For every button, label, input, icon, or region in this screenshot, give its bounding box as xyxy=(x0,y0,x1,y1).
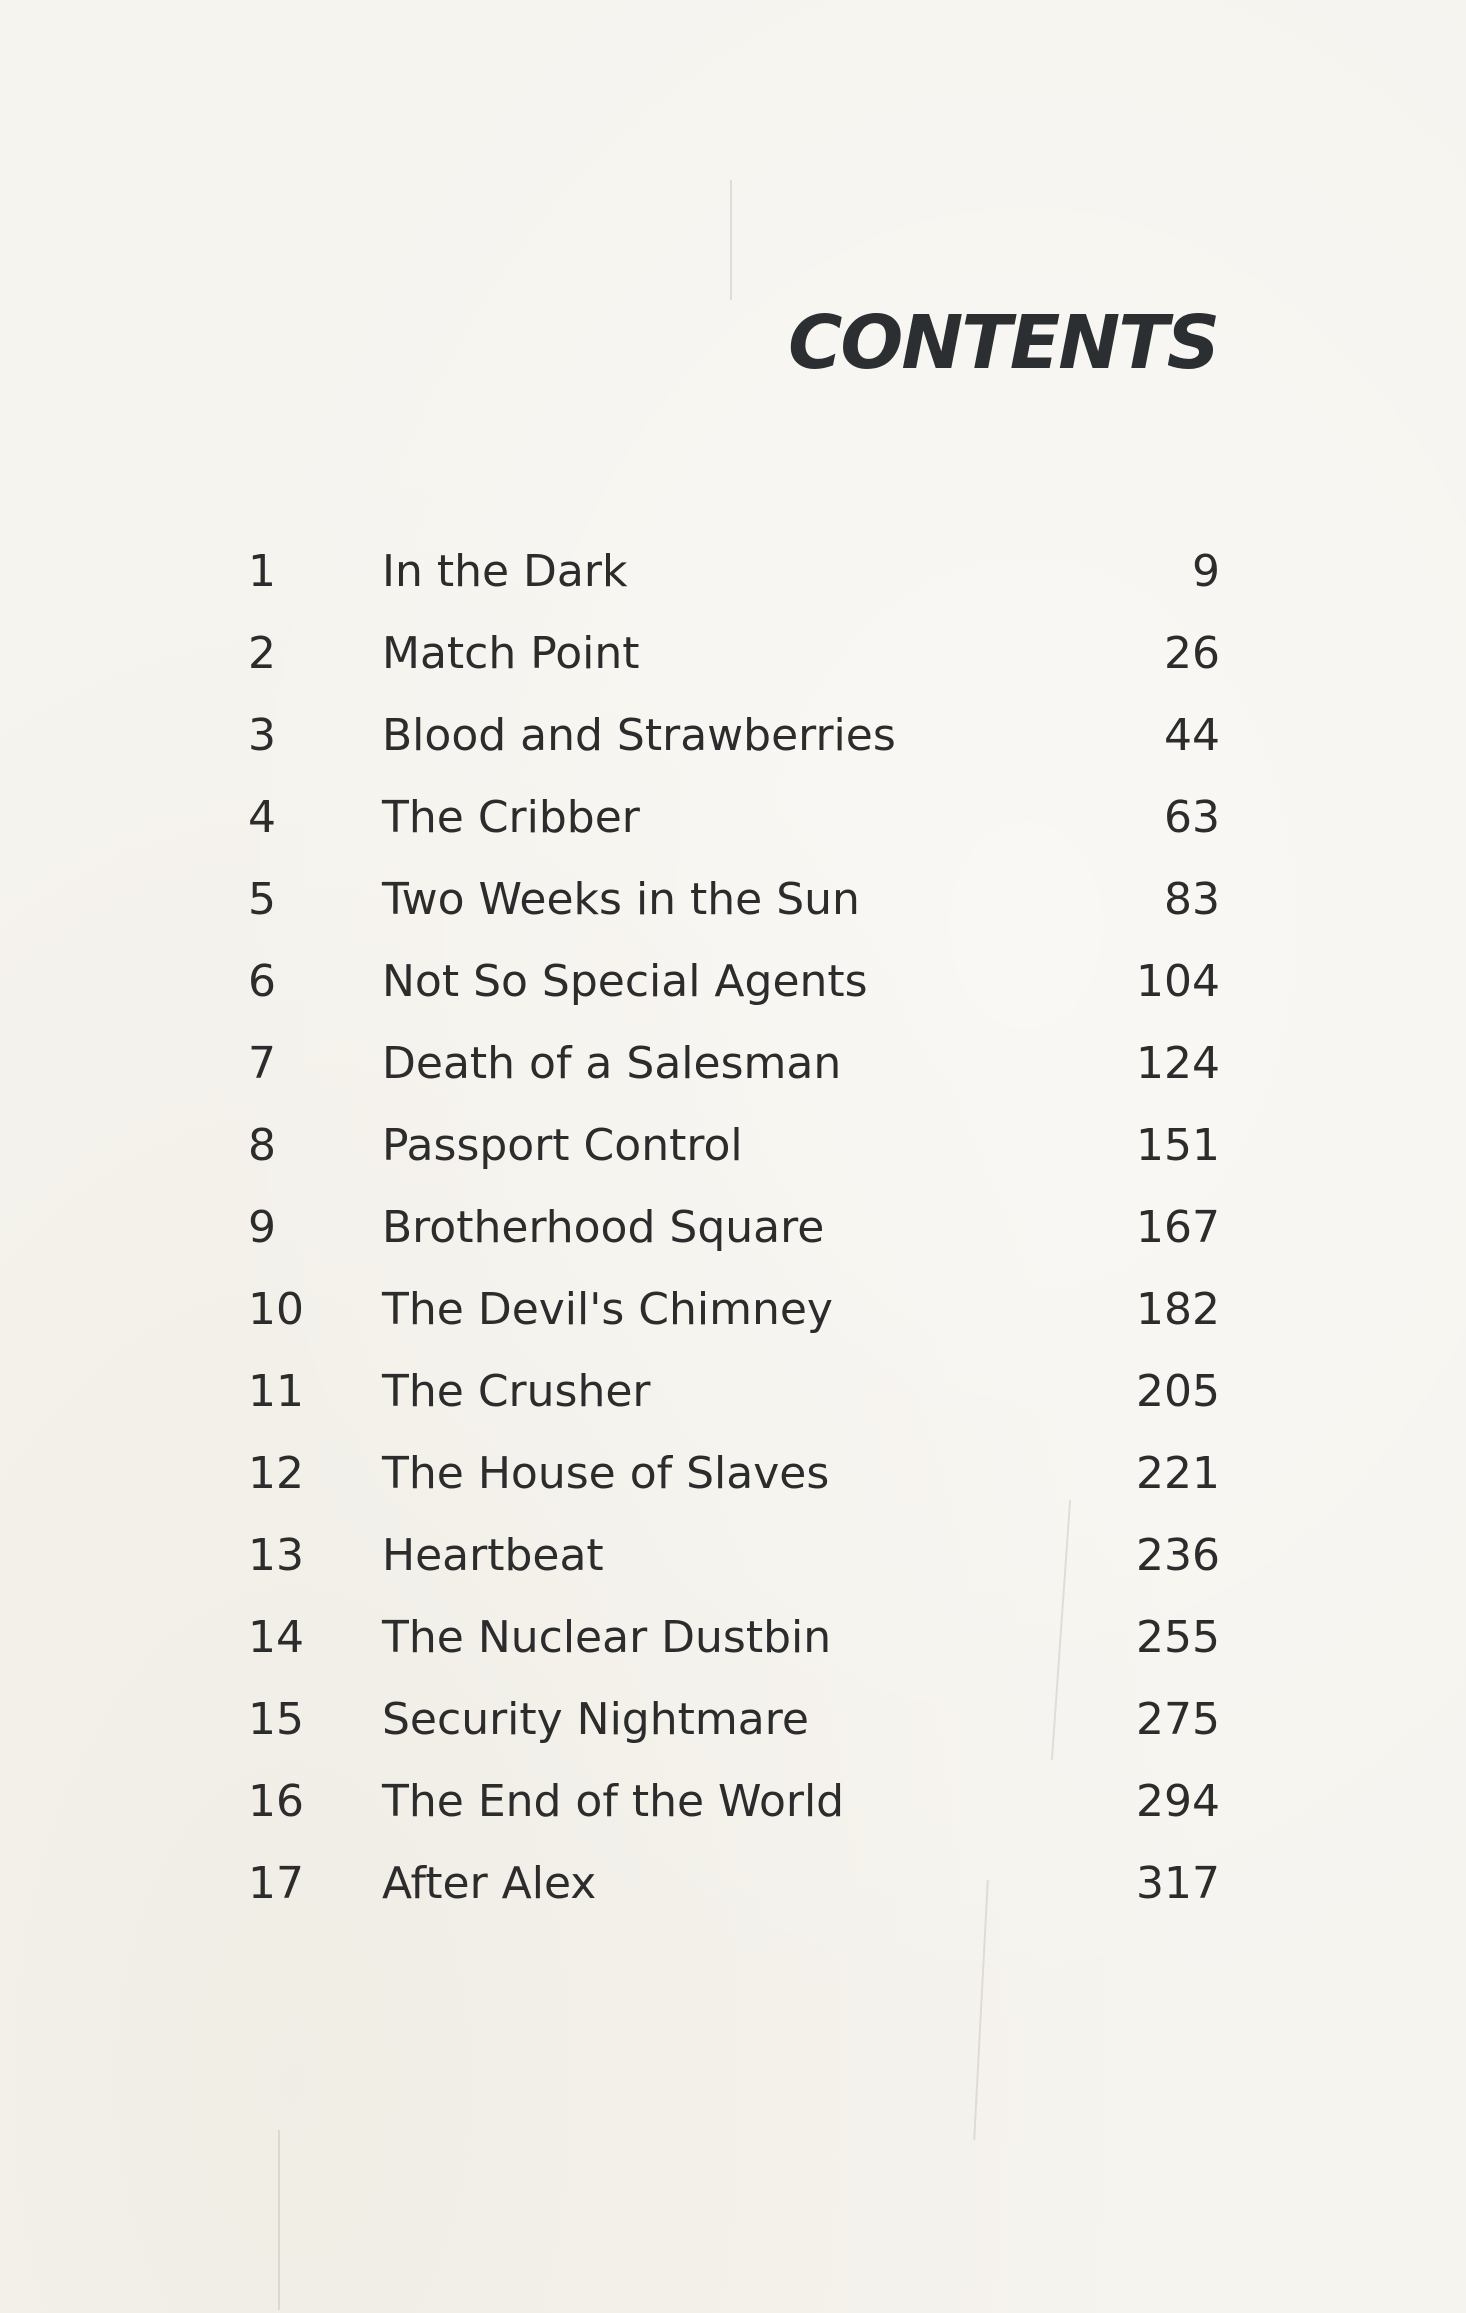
chapter-number: 10 xyxy=(248,1284,304,1335)
chapter-number: 6 xyxy=(248,956,276,1007)
toc-entry xyxy=(0,1351,1466,1433)
toc-entry xyxy=(0,1679,1466,1761)
chapter-title: The Cribber xyxy=(382,792,640,843)
chapter-title: The House of Slaves xyxy=(382,1448,830,1499)
toc-entry xyxy=(0,695,1466,777)
page-number: 63 xyxy=(1164,792,1220,843)
chapter-number: 8 xyxy=(248,1120,276,1171)
page-number: 26 xyxy=(1164,628,1220,679)
chapter-number: 16 xyxy=(248,1776,304,1827)
toc-entry xyxy=(0,1433,1466,1515)
chapter-title: In the Dark xyxy=(382,546,628,597)
toc-entry xyxy=(0,531,1466,613)
toc-entry xyxy=(0,1269,1466,1351)
toc-entry xyxy=(0,1187,1466,1269)
toc-entry xyxy=(0,941,1466,1023)
page-number: 83 xyxy=(1164,874,1220,925)
chapter-number: 15 xyxy=(248,1694,304,1745)
toc-entry xyxy=(0,1105,1466,1187)
toc-entry xyxy=(0,1843,1466,1925)
toc-entry xyxy=(0,1023,1466,1105)
chapter-number: 2 xyxy=(248,628,276,679)
chapter-title: The Crusher xyxy=(382,1366,651,1417)
toc-entry xyxy=(0,613,1466,695)
page-number: 44 xyxy=(1164,710,1220,761)
chapter-title: Brotherhood Square xyxy=(382,1202,825,1253)
chapter-title: The End of the World xyxy=(382,1776,845,1827)
chapter-number: 7 xyxy=(248,1038,276,1089)
toc-entry xyxy=(0,859,1466,941)
page-number: 167 xyxy=(1136,1202,1220,1253)
chapter-title: Security Nightmare xyxy=(382,1694,809,1745)
chapter-number: 5 xyxy=(248,874,276,925)
chapter-number: 9 xyxy=(248,1202,276,1253)
page-number: 9 xyxy=(1192,546,1220,597)
chapter-number: 4 xyxy=(248,792,276,843)
chapter-title: Match Point xyxy=(382,628,640,679)
page-number: 275 xyxy=(1136,1694,1220,1745)
page-number: 182 xyxy=(1136,1284,1220,1335)
page-title: CONTENTS xyxy=(788,300,1218,386)
toc-entry xyxy=(0,1761,1466,1843)
chapter-number: 11 xyxy=(248,1366,304,1417)
chapter-title: Blood and Strawberries xyxy=(382,710,896,761)
page-number: 104 xyxy=(1136,956,1220,1007)
page-number: 317 xyxy=(1136,1858,1220,1909)
page-number: 124 xyxy=(1136,1038,1220,1089)
chapter-number: 14 xyxy=(248,1612,304,1663)
chapter-number: 17 xyxy=(248,1858,304,1909)
chapter-title: Heartbeat xyxy=(382,1530,604,1581)
chapter-title: Passport Control xyxy=(382,1120,743,1171)
chapter-title: After Alex xyxy=(382,1858,597,1909)
page-number: 205 xyxy=(1136,1366,1220,1417)
page-number: 151 xyxy=(1136,1120,1220,1171)
toc-entry xyxy=(0,777,1466,859)
chapter-number: 13 xyxy=(248,1530,304,1581)
chapter-number: 1 xyxy=(248,546,276,597)
page-number: 221 xyxy=(1136,1448,1220,1499)
toc-entry xyxy=(0,1515,1466,1597)
chapter-number: 12 xyxy=(248,1448,304,1499)
toc-entry xyxy=(0,1597,1466,1679)
chapter-title: The Devil's Chimney xyxy=(382,1284,833,1335)
chapter-title: Death of a Salesman xyxy=(382,1038,842,1089)
chapter-title: Not So Special Agents xyxy=(382,956,868,1007)
page-number: 255 xyxy=(1136,1612,1220,1663)
page-number: 236 xyxy=(1136,1530,1220,1581)
chapter-number: 3 xyxy=(248,710,276,761)
chapter-title: Two Weeks in the Sun xyxy=(382,874,860,925)
page-number: 294 xyxy=(1136,1776,1220,1827)
chapter-title: The Nuclear Dustbin xyxy=(382,1612,832,1663)
